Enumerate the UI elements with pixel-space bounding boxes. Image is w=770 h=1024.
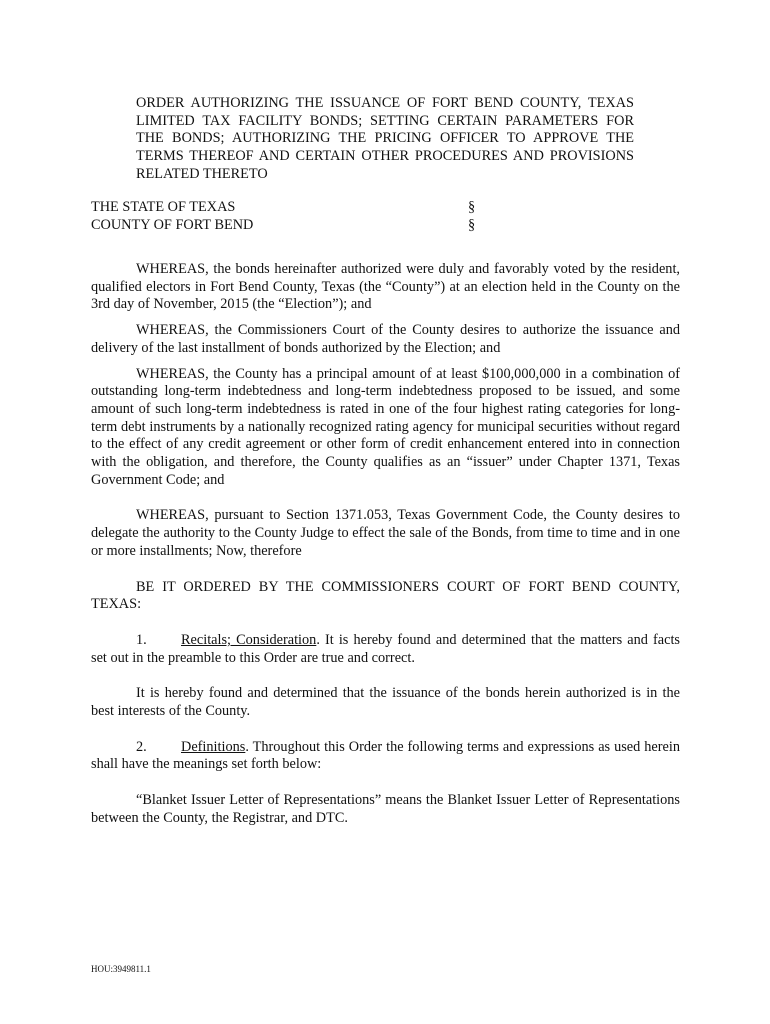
caption-row-county (91, 217, 591, 235)
section-1-heading: Recitals; Consideration (181, 631, 317, 648)
whereas-paragraph-1: WHEREAS, the bonds hereinafter authorized were duly and favorably voted by the resident, qualified electors in Fort Bend County, Texas (the “County”) at an election held in the County on the 3rd day of November, 2015 (the “Election”); and (91, 261, 680, 313)
section-1-paragraph-2: It is hereby found and determined that the issuance of the bonds herein authorized is in the best interests of the County. (91, 685, 680, 720)
caption-county: COUNTY OF FORT BEND (91, 216, 254, 233)
whereas-paragraph-2: WHEREAS, the Commissioners Court of the County desires to authorize the issuance and delivery of the last installment of bonds authorized by the Election; and (91, 322, 680, 356)
section-2-number: 2. (136, 738, 147, 755)
section-2-text: . Throughout this Order the following terms and expressions as used herein shall have the meanings set forth below: (91, 738, 680, 773)
section-symbol: § (468, 216, 476, 233)
document-footer-id: HOU:3949811.1 (91, 964, 151, 974)
definition-blanket-issuer-letter: “Blanket Issuer Letter of Representations” means the Blanket Issuer Letter of Representations between the County, the Registrar, and DTC. (91, 792, 680, 826)
section-1-number: 1. (136, 631, 147, 648)
section-2-paragraph (91, 739, 680, 774)
caption-block (91, 199, 591, 234)
caption-row-state (91, 199, 591, 217)
document-title: ORDER AUTHORIZING THE ISSUANCE OF FORT BEND COUNTY, TEXAS LIMITED TAX FACILITY BONDS; SETTING CERTAIN PARAMETERS FOR THE BONDS; AUTHORIZING THE PRICING OFFICER TO APPROVE THE TERMS THEREOF AND CERTAIN OTHER PROCEDURES AND PROVISIONS RELATED THERETO (136, 95, 634, 182)
section-1-text: . It is hereby found and determined that the matters and facts set out in the preamble to this Order are true and correct. (91, 631, 680, 666)
section-2-heading: Definitions (181, 738, 246, 755)
section-1-paragraph (91, 632, 680, 667)
section-symbol: § (468, 199, 476, 215)
document-body (91, 261, 680, 828)
be-it-ordered-paragraph: BE IT ORDERED BY THE COMMISSIONERS COURT OF FORT BEND COUNTY, TEXAS: (91, 578, 680, 613)
caption-state: THE STATE OF TEXAS (91, 199, 236, 215)
whereas-paragraph-4: WHEREAS, pursuant to Section 1371.053, Texas Government Code, the County desires to delegate the authority to the County Judge to effect the sale of the Bonds, from time to time and in one or more installments; Now, therefore (91, 507, 680, 559)
whereas-paragraph-3: WHEREAS, the County has a principal amount of at least $100,000,000 in a combination of outstanding long-term indebtedness and long-term indebtedness proposed to be issued, and some amount of such long-term indebtedness is rated in one of the four highest rating categories for long-term debt instruments by a nationally recognized rating agency for municipal securities without regard to the effect of any credit agreement or other form of credit enhancement entered into in connection with the obligation, and therefore, the County qualifies as an “issuer” under Chapter 1371, Texas Government Code; and (91, 365, 680, 488)
